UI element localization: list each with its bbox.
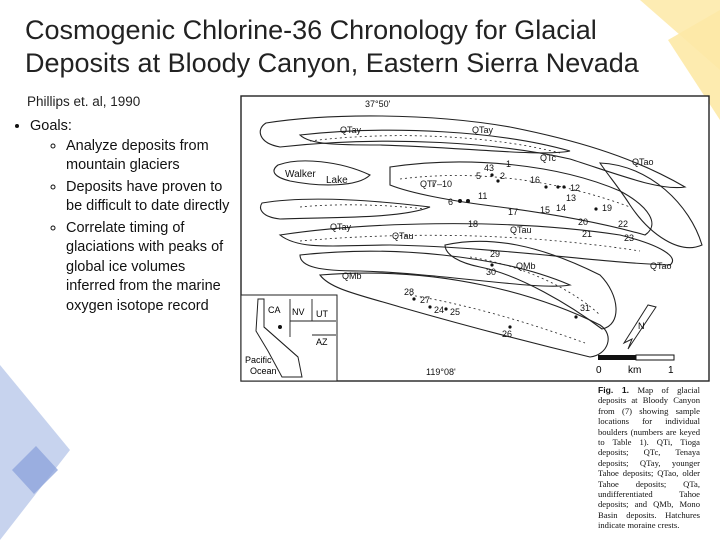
sample-point bbox=[428, 305, 431, 308]
sample-label: 11 bbox=[478, 191, 488, 201]
inset-label: AZ bbox=[316, 337, 328, 347]
sample-label: 2 bbox=[500, 171, 506, 181]
unit-label: QMb bbox=[516, 261, 536, 271]
sample-label: 17 bbox=[508, 207, 519, 217]
sample-label: 15 bbox=[540, 205, 551, 215]
inset-label: Pacific bbox=[245, 355, 272, 365]
sample-label: 23 bbox=[624, 233, 635, 243]
slide-title: Cosmogenic Chlorine-36 Chronology for Glacial Deposits at Bloody Canyon, Eastern Sierra Nevada bbox=[25, 15, 639, 78]
scale-label: 1 bbox=[668, 365, 674, 376]
study-site-marker bbox=[278, 325, 282, 329]
sample-point bbox=[594, 207, 597, 210]
sample-point bbox=[496, 179, 499, 182]
scale-label: 0 bbox=[596, 365, 602, 376]
sample-label: 30 bbox=[486, 267, 497, 277]
unit-label: QTc bbox=[540, 153, 557, 163]
sample-point bbox=[490, 263, 493, 266]
sample-point bbox=[412, 297, 415, 300]
goal-item: ◦ Deposits have proven to be difficult to date directly bbox=[66, 178, 233, 217]
sample-point bbox=[466, 199, 470, 203]
longitude-label: 119°08' bbox=[426, 367, 456, 377]
caption-label: Fig. 1. bbox=[598, 385, 630, 395]
sample-label: 26 bbox=[502, 329, 513, 339]
sample-label: 31 bbox=[580, 303, 591, 313]
inset-label: CA bbox=[268, 305, 281, 315]
inset-label: Ocean bbox=[250, 366, 277, 376]
locator-inset bbox=[241, 295, 337, 381]
sample-point bbox=[444, 307, 447, 310]
sample-label: 21 bbox=[582, 229, 593, 239]
lake-label: Walker bbox=[285, 169, 316, 180]
unit-label: QTau bbox=[392, 231, 414, 241]
unit-label: QTay bbox=[330, 222, 352, 232]
inset-label: NV bbox=[292, 307, 305, 317]
inset-label: UT bbox=[316, 309, 328, 319]
unit-label: QTay bbox=[340, 125, 362, 135]
sample-label: 43 bbox=[484, 163, 495, 173]
unit-label: QTao bbox=[632, 157, 654, 167]
unit-label: QTao bbox=[650, 261, 672, 271]
sample-label: 19 bbox=[602, 203, 613, 213]
sample-label: 13 bbox=[566, 193, 577, 203]
citation: Phillips et. al, 1990 bbox=[27, 94, 141, 109]
sample-label: 28 bbox=[404, 287, 415, 297]
caption-text: Map of glacial deposits at Bloody Canyon from (7) showing sample locations for individual boulders (numbers are keyed to Table 1). QTi, Tioga deposits; QTc, Tenaya deposits; QTay, younger Tahoe deposits; QTao, older Tahoe deposits; QTa, undifferentiated Tahoe deposits; and QMb, Mono Basin deposits. Hatchures indicate moraine crests. bbox=[598, 385, 700, 531]
sample-label: 7–10 bbox=[432, 179, 453, 189]
sample-label: 25 bbox=[450, 307, 461, 317]
sample-label: 27 bbox=[420, 295, 431, 305]
sample-point bbox=[508, 325, 511, 328]
goal-item: ◦ Analyze deposits from mountain glaciers bbox=[66, 137, 233, 176]
lake-label: Lake bbox=[326, 175, 348, 186]
sample-point bbox=[556, 185, 559, 188]
sample-label: 18 bbox=[468, 219, 479, 229]
sample-label: 16 bbox=[530, 175, 541, 185]
sample-point bbox=[574, 315, 577, 318]
sample-point bbox=[490, 173, 493, 176]
sample-label: 12 bbox=[570, 183, 581, 193]
sample-point bbox=[544, 185, 547, 188]
sample-label: 29 bbox=[490, 249, 501, 259]
goal-item: ◦ Correlate timing of glaciations with peaks of global ice volumes inferred from the marine oxygen isotope record bbox=[66, 219, 233, 317]
unit-label: QTi bbox=[420, 179, 435, 189]
glacial-deposit-map bbox=[240, 95, 710, 382]
sample-label: 6 bbox=[448, 197, 454, 207]
unit-label: QTau bbox=[510, 225, 532, 235]
goals-list bbox=[8, 117, 233, 318]
sample-point bbox=[458, 199, 462, 203]
sample-label: 5 bbox=[476, 171, 482, 181]
unit-label: QMb bbox=[342, 271, 362, 281]
scale-label: km bbox=[628, 365, 642, 376]
sample-label: 20 bbox=[578, 217, 589, 227]
sample-label: 22 bbox=[618, 219, 629, 229]
north-label: N bbox=[638, 321, 645, 331]
goals-heading: • Goals: ◦ Analyze deposits from mountain glaciers ◦ Deposits have proven to be difficult to date directly ◦ Correlate timing of glaciations with peaks of global ice volumes inferred from the marine oxygen isotope record bbox=[30, 117, 233, 316]
figure-caption bbox=[598, 385, 700, 531]
sample-point bbox=[562, 185, 565, 188]
unit-label: QTay bbox=[472, 125, 494, 135]
sample-label: 24 bbox=[434, 305, 445, 315]
latitude-label: 37°50' bbox=[365, 99, 391, 109]
sample-label: 14 bbox=[556, 203, 567, 213]
sample-label: 1 bbox=[506, 159, 512, 169]
